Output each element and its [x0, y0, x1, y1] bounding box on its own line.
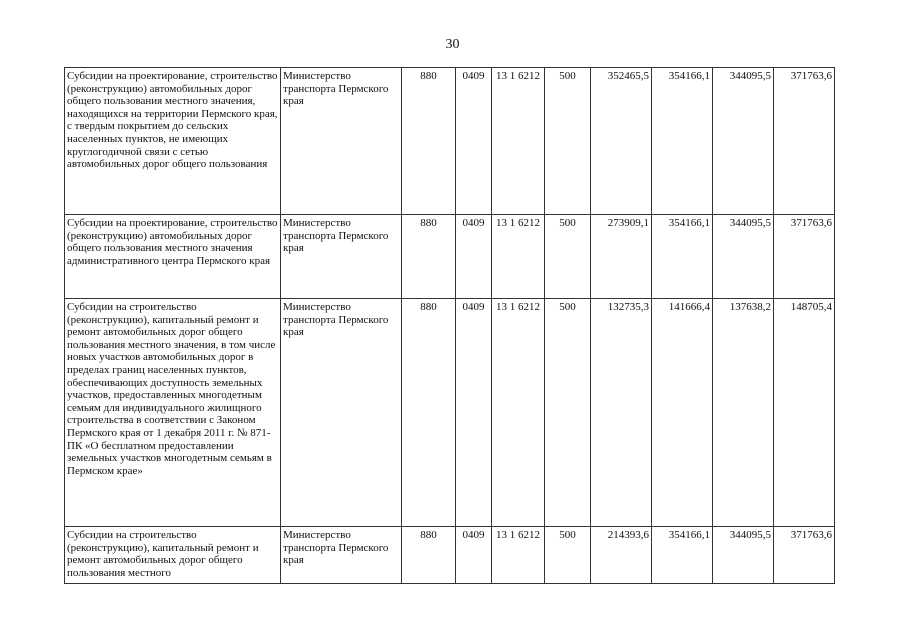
expense-type: 500 — [545, 527, 591, 584]
subsidy-description: Субсидии на проектирование, строительство (реконструкцию) автомобильных дорог общего пользования местного значения, находящихся на территории Пермского края, с твердым покрытием до сельских населенных пунктов, не имеющих круглогодичной связи с сетью автомобильных дорог общего пользования — [65, 68, 281, 215]
target-code: 13 1 6212 — [492, 527, 545, 584]
subsidy-description: Субсидии на строительство (реконструкцию), капитальный ремонт и ремонт автомобильных дорог общего пользования местного значения, в том числе новых участков автомобильных дорог в пределах границ населенных пунктов, обеспечивающих доступность земельных участков, предоставленных многодетным семьям для индивидуального жилищного строительства в соответствии с Законом Пермского края от 1 декабря 2011 г. № 871-ПК «О бесплатном предоставлении земельных участков многодетным семьям в Пермском крае» — [65, 299, 281, 527]
amount-2: 354166,1 — [652, 527, 713, 584]
page-number: 30 — [445, 37, 460, 52]
amount-3: 137638,2 — [713, 299, 774, 527]
amount-1: 214393,6 — [591, 527, 652, 584]
expense-type: 500 — [545, 299, 591, 527]
section-code: 0409 — [456, 299, 492, 527]
table-row — [65, 299, 835, 527]
ministry-name: Министерство транспорта Пермского края — [281, 68, 402, 215]
expense-type: 500 — [545, 215, 591, 299]
amount-4: 371763,6 — [774, 68, 835, 215]
amount-4: 371763,6 — [774, 527, 835, 584]
amount-1: 352465,5 — [591, 68, 652, 215]
target-code: 13 1 6212 — [492, 299, 545, 527]
section-code: 0409 — [456, 215, 492, 299]
ministry-name: Министерство транспорта Пермского края — [281, 527, 402, 584]
amount-2: 354166,1 — [652, 68, 713, 215]
ministry-name: Министерство транспорта Пермского края — [281, 299, 402, 527]
table-row — [65, 68, 835, 215]
table-row — [65, 527, 835, 584]
budget-table — [64, 67, 835, 584]
subsidy-description: Субсидии на проектирование, строительство (реконструкцию) автомобильных дорог общего пользования местного значения административного центра Пермского края — [65, 215, 281, 299]
amount-3: 344095,5 — [713, 527, 774, 584]
table-row — [65, 215, 835, 299]
ministry-code: 880 — [402, 299, 456, 527]
target-code: 13 1 6212 — [492, 68, 545, 215]
amount-4: 148705,4 — [774, 299, 835, 527]
amount-3: 344095,5 — [713, 215, 774, 299]
ministry-code: 880 — [402, 215, 456, 299]
ministry-code: 880 — [402, 527, 456, 584]
amount-4: 371763,6 — [774, 215, 835, 299]
target-code: 13 1 6212 — [492, 215, 545, 299]
amount-3: 344095,5 — [713, 68, 774, 215]
amount-2: 354166,1 — [652, 215, 713, 299]
subsidy-description: Субсидии на строительство (реконструкцию), капитальный ремонт и ремонт автомобильных дорог общего пользования местного — [65, 527, 281, 584]
ministry-code: 880 — [402, 68, 456, 215]
amount-1: 132735,3 — [591, 299, 652, 527]
amount-1: 273909,1 — [591, 215, 652, 299]
expense-type: 500 — [545, 68, 591, 215]
section-code: 0409 — [456, 527, 492, 584]
section-code: 0409 — [456, 68, 492, 215]
ministry-name: Министерство транспорта Пермского края — [281, 215, 402, 299]
amount-2: 141666,4 — [652, 299, 713, 527]
